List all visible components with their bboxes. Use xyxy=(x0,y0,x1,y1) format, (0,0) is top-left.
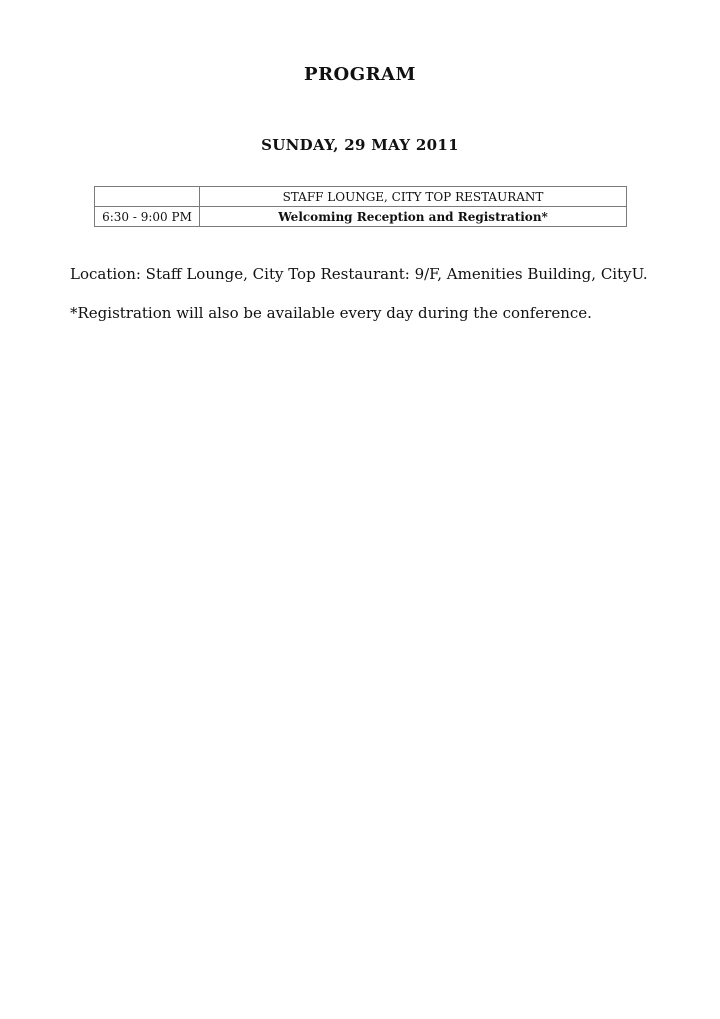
header-time-cell xyxy=(95,187,200,207)
row-event-cell: Welcoming Reception and Registration* xyxy=(200,207,627,227)
row-time-cell: 6:30 - 9:00 PM xyxy=(95,207,200,227)
table-header-row xyxy=(95,187,627,207)
table-row xyxy=(95,207,627,227)
location-note: Location: Staff Lounge, City Top Restaurant: 9/F, Amenities Building, CityU. xyxy=(70,265,648,283)
page-title: PROGRAM xyxy=(304,64,416,85)
registration-note: *Registration will also be available every day during the conference. xyxy=(70,304,592,322)
schedule-table xyxy=(94,186,627,227)
day-heading: SUNDAY, 29 MAY 2011 xyxy=(261,136,459,154)
header-venue-cell: STAFF LOUNGE, CITY TOP RESTAURANT xyxy=(200,187,627,207)
